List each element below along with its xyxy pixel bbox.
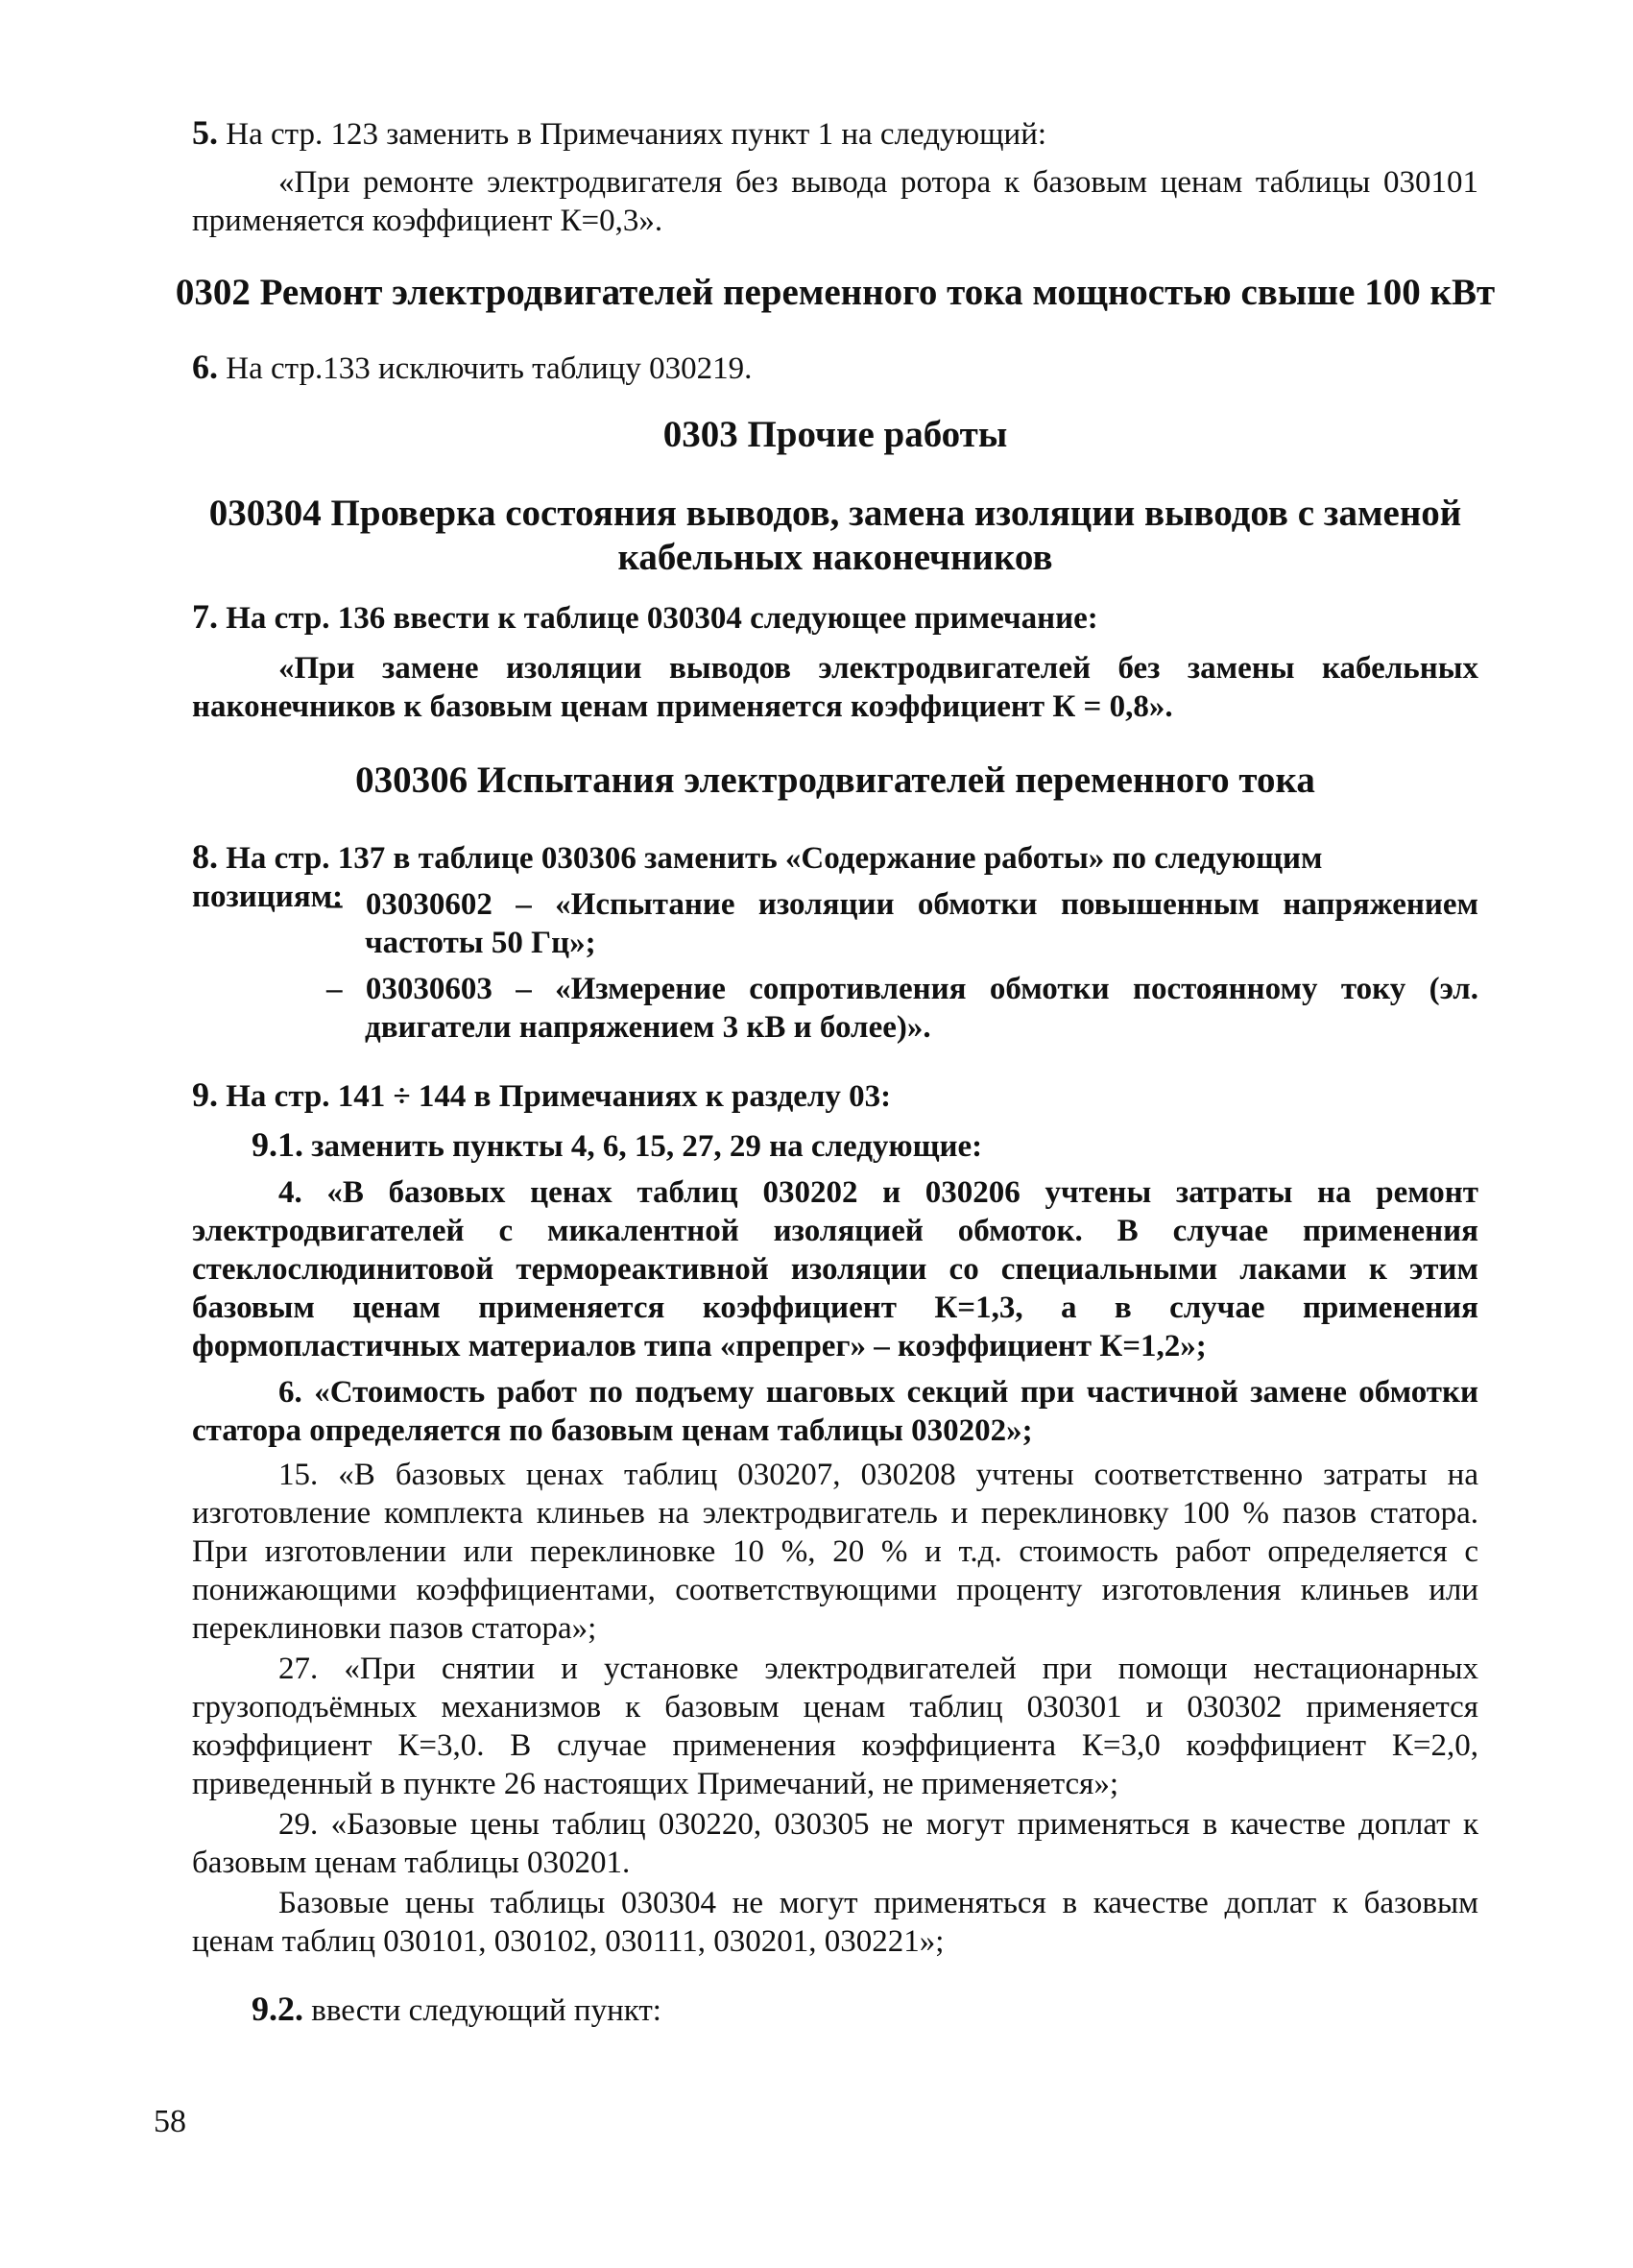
item-5 [192,113,1478,154]
item-text: На стр. 141 ÷ 144 в Примечаниях к разделу 03: [226,1079,892,1114]
item-number: 9.2. [252,1990,303,2028]
item-9-2 [252,1990,1480,2030]
item-text: заменить пункты 4, 6, 15, 27, 29 на следующие: [311,1129,983,1164]
item-text: На стр. 136 ввести к таблице 030304 следующее примечание: [226,601,1098,636]
heading-0302: 0302 Ремонт электродвигателей переменного тока мощностью свыше 100 кВт [175,272,1496,313]
item-7-quote: «При замене изоляции выводов электродвигателей без замены кабельных наконечников к базовым ценам применяется коэффициент К = 0,8». [192,651,1478,724]
item-text: На стр.133 исключить таблицу 030219. [226,351,753,386]
item-number: 9. [192,1075,218,1114]
heading-0303: 0303 Прочие работы [662,414,1008,455]
note-6: 6. «Стоимость работ по подъему шаговых секций при частичной замене обмотки статора определяется по базовым ценам таблицы 030202»; [192,1375,1478,1448]
item-9-1 [252,1125,1480,1166]
heading-030306: 030306 Испытания электродвигателей переменного тока [355,760,1315,801]
note-29: 29. «Базовые цены таблиц 030220, 030305 не могут применяться в качестве доплат к базовым ценам таблицы 030201. [192,1807,1478,1880]
item-number: 6. [192,348,218,386]
note-15: 15. «В базовых ценах таблиц 030207, 030208 учтены соответственно затраты на изготовление комплекта клиньев на электродвигатель и переклиновку 100 % пазов статора. При изготовлении или переклиновке 10 %, 20 % и т.д. стоимость работ определяется с понижающими коэффициентами, соответствующими проценту изготовления клиньев или переклиновки пазов статора»; [192,1458,1478,1646]
heading-030304: 030304 Проверка состояния выводов, замена изоляции выводов с заменой кабельных наконечников [208,493,1462,578]
note-29-continued: Базовые цены таблицы 030304 не могут применяться в качестве доплат к базовым ценам таблиц 030101, 030102, 030111, 030201, 030221»; [192,1886,1478,1959]
item-text: На стр. 137 в таблице 030306 заменить «Содержание работы» по следующим позициям: [192,841,1323,914]
page-number: 58 [154,2104,186,2139]
item-6 [192,348,1478,388]
item-5-quote: «При ремонте электродвигателя без вывода ротора к базовым ценам таблицы 030101 применяется коэффициент К=0,3». [192,165,1478,238]
note-4: 4. «В базовых ценах таблиц 030202 и 030206 учтены затраты на ремонт электродвигателей с микалентной изоляцией обмоток. В случае применения стеклослюдинитовой термореактивной изоляции со специальными лаками к этим базовым ценам применяется коэффициент К=1,3, а в случае применения формопластичных материалов типа «препрег» – коэффициент К=1,2»; [192,1175,1478,1363]
item-9 [192,1075,1478,1116]
item-number: 7. [192,597,218,636]
item-number: 8. [192,837,218,876]
item-8-position-03030603: – 03030603 – «Измерение сопротивления обмотки постоянному току (эл. двигатели напряжением 3 кВ и более)». [326,972,1478,1045]
item-8-position-03030602: – 03030602 – «Испытание изоляции обмотки повышенным напряжением частоты 50 Гц»; [326,887,1478,960]
item-number: 9.1. [252,1125,303,1164]
item-number: 5. [192,113,218,152]
item-text: ввести следующий пункт: [311,1993,661,2028]
item-text: На стр. 123 заменить в Примечаниях пункт 1 на следующий: [226,117,1047,152]
item-7 [192,597,1478,638]
note-27: 27. «При снятии и установке электродвигателей при помощи нестационарных грузоподъёмных механизмов к базовым ценам таблиц 030301 и 030302 применяется коэффициент К=3,0. В случае применения коэффициента К=3,0 коэффициент К=2,0, приведенный в пункте 26 настоящих Примечаний, не применяется»; [192,1652,1478,1801]
